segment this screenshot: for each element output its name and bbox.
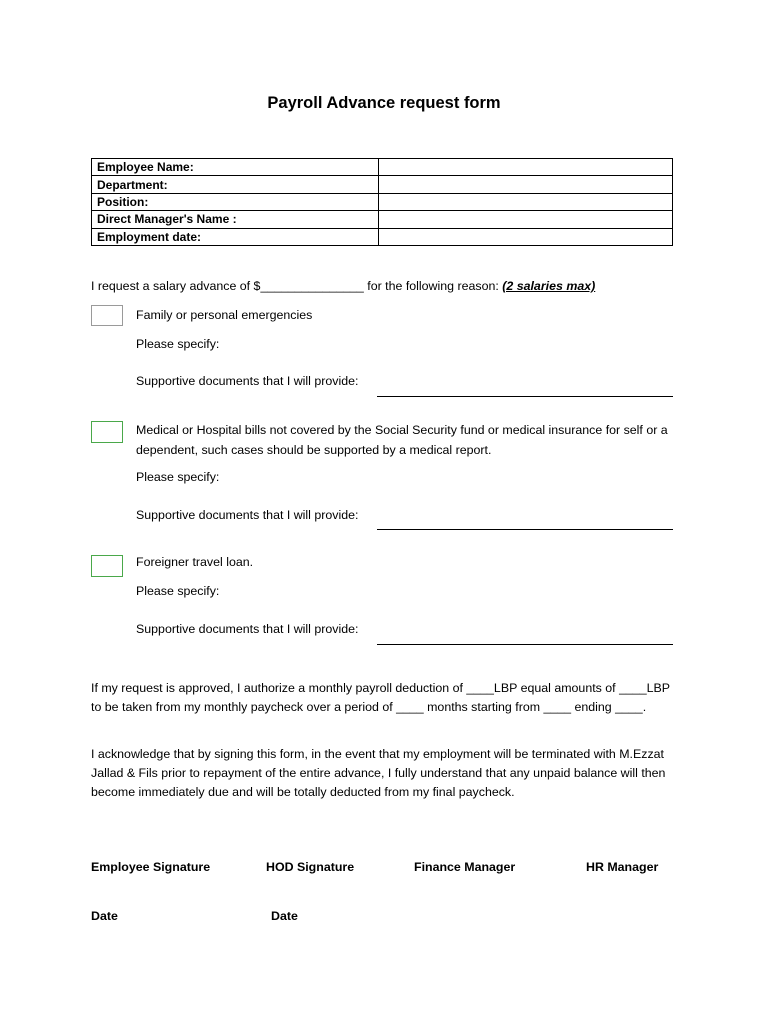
hod-date-label: Date	[271, 909, 298, 923]
table-row	[92, 159, 673, 176]
employee-date-label: Date	[91, 909, 118, 923]
supportive-documents-line[interactable]	[377, 644, 673, 645]
employee-signature-label: Employee Signature	[91, 860, 211, 874]
supportive-documents-line[interactable]	[377, 396, 673, 397]
position-label: Position:	[92, 193, 379, 210]
table-row	[92, 228, 673, 245]
table-row	[92, 211, 673, 228]
employee-name-label: Employee Name:	[92, 159, 379, 176]
table-row	[92, 176, 673, 193]
please-specify-label: Please specify:	[136, 584, 220, 598]
salary-request-line	[91, 279, 595, 293]
direct-manager-label: Direct Manager's Name :	[92, 211, 379, 228]
employee-name-field[interactable]	[379, 159, 673, 176]
position-field[interactable]	[379, 193, 673, 210]
acknowledgement-paragraph: I acknowledge that by signing this form, in the event that my employment will be terminated with M.Ezzat Jallad & Fils prior to repayment of the entire advance, I fully understand that any unpaid balance will then become immediately due and will be totally deducted from my final paycheck.	[91, 747, 666, 799]
finance-manager-label: Finance Manager	[414, 860, 516, 874]
medical-bills-label: Medical or Hospital bills not covered by the Social Security fund or medical insurance for self or a dependent, such cases should be supported by a medical report.	[136, 423, 668, 457]
salary-request-text: I request a salary advance of $_______________ for the following reason:	[91, 279, 503, 293]
travel-loan-label: Foreigner travel loan.	[136, 555, 254, 569]
supportive-documents-label: Supportive documents that I will provide:	[136, 508, 359, 522]
please-specify-label: Please specify:	[136, 470, 220, 484]
family-emergency-label: Family or personal emergencies	[136, 308, 313, 322]
authorization-paragraph: If my request is approved, I authorize a monthly payroll deduction of ____LBP equal amounts of ____LBP to be taken from my monthly paycheck over a period of ____ months starting from ____ ending ____.	[91, 681, 670, 714]
department-label: Department:	[92, 176, 379, 193]
department-field[interactable]	[379, 176, 673, 193]
employee-info-table	[91, 158, 673, 246]
supportive-documents-label: Supportive documents that I will provide:	[136, 622, 359, 636]
supportive-documents-line[interactable]	[377, 529, 673, 530]
direct-manager-field[interactable]	[379, 211, 673, 228]
form-title: Payroll Advance request form	[267, 94, 501, 112]
family-emergency-checkbox[interactable]	[91, 305, 123, 326]
supportive-documents-label: Supportive documents that I will provide:	[136, 374, 359, 388]
max-salaries-note: (2 salaries max)	[502, 279, 596, 293]
travel-loan-checkbox[interactable]	[91, 555, 123, 577]
medical-bills-checkbox[interactable]	[91, 421, 123, 443]
hod-signature-label: HOD Signature	[266, 860, 355, 874]
employment-date-label: Employment date:	[92, 228, 379, 245]
table-row	[92, 193, 673, 210]
please-specify-label: Please specify:	[136, 337, 220, 351]
employment-date-field[interactable]	[379, 228, 673, 245]
hr-manager-label: HR Manager	[586, 860, 659, 874]
